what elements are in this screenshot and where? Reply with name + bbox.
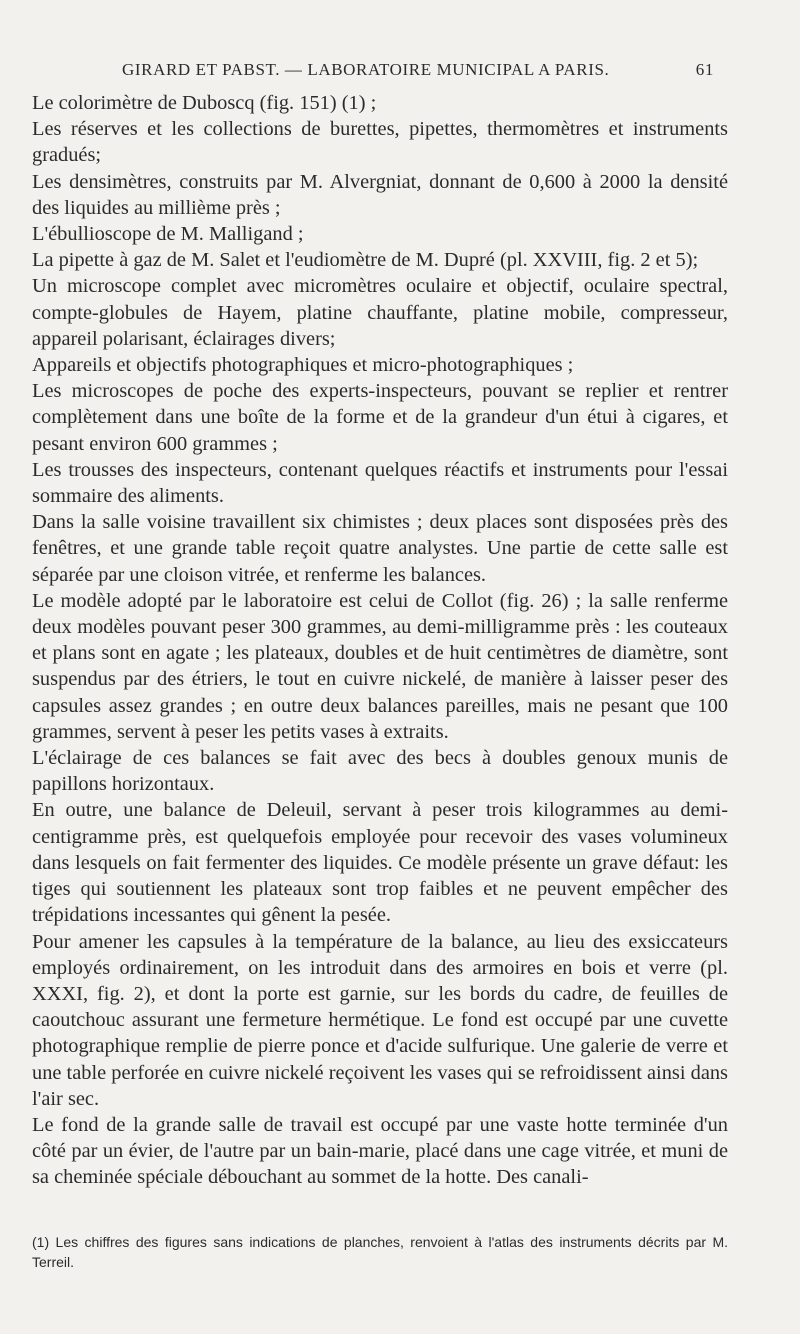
body-text — [32, 90, 728, 1191]
paragraph: Un microscope complet avec micromètres oculaire et objectif, oculaire spectral, compte-globules de Hayem, platine chauffante, platine mobile, compresseur, appareil polarisant, éclairages divers; — [32, 275, 728, 350]
paragraph: En outre, une balance de Deleuil, servant à peser trois kilogrammes au demi-centigramme près, est quelquefois employée pour recevoir des vases volumineux dans lesquels on fait fermenter des liquides. Ce modèle présente un grave défaut: les tiges qui soutiennent les plateaux sont trop faibles et ne peuvent empêcher des trépidations incessantes qui gênent la pesée. — [32, 799, 728, 927]
footnote — [32, 1232, 728, 1272]
paragraph: L'éclairage de ces balances se fait avec des becs à doubles genoux munis de papillons horizontaux. — [32, 747, 728, 796]
paragraph: Les réserves et les collections de burettes, pipettes, thermomètres et instruments gradués; — [32, 118, 728, 167]
paragraph: Le modèle adopté par le laboratoire est celui de Collot (fig. 26) ; la salle renferme deux modèles pouvant peser 300 grammes, au demi-milligramme près : les couteaux et plans sont en agate ; les plateaux, doubles et de huit centimètres de diamètre, sont suspendus par des étriers, le tout en cuivre nickelé, de manière à laisser peser des capsules assez grandes ; en outre deux balances pareilles, mais ne pesant que 100 grammes, servent à peser les petits vases à extraits. — [32, 589, 728, 743]
paragraph: Les trousses des inspecteurs, contenant quelques réactifs et instruments pour l'essai sommaire des aliments. — [32, 458, 728, 508]
paragraph: Pour amener les capsules à la température de la balance, au lieu des exsiccateurs employés ordinairement, on les introduit dans des armoires en bois et verre (pl. XXXI, fig. 2), et dont la porte est garnie, sur les bords du cadre, de feuilles de caoutchouc assurant une fermeture hermétique. Le fond est occupé par une cuvette photographique remplie de pierre ponce et d'acide sulfurique. Une galerie de verre et une table perforée en cuivre nickelé reçoivent les vases qui se refroidissent ainsi dans l'air sec. — [32, 930, 728, 1110]
paragraph: L'ébullioscope de M. Malligand ; — [32, 223, 304, 246]
paragraph: Le colorimètre de Duboscq (fig. 151) (1) ; — [32, 92, 377, 114]
paragraph: La pipette à gaz de M. Salet et l'eudiomètre de M. Dupré (pl. XXVIII, fig. 2 et 5); — [32, 249, 699, 272]
paragraph: Dans la salle voisine travaillent six chimistes ; deux places sont disposées près des fenêtres, et une grande table reçoit quatre analystes. Une partie de cette salle est séparée par une cloison vitrée, et renferme les balances. — [32, 511, 728, 586]
page-number: 61 — [695, 60, 714, 79]
footnote-text: (1) Les chiffres des figures sans indications de planches, renvoient à l'atlas des instruments décrits par M. Terreil. — [32, 1234, 728, 1270]
paragraph: Les densimètres, construits par M. Alvergniat, donnant de 0,600 à 2000 la densité des liquides au millième près ; — [32, 170, 728, 219]
running-title: GIRARD ET PABST. — LABORATOIRE MUNICIPAL A PARIS. — [122, 60, 610, 79]
running-header — [32, 60, 714, 86]
paragraph: Le fond de la grande salle de travail est occupé par une vaste hotte terminée d'un côté par un évier, de l'autre par un bain-marie, placé dans une cage vitrée, et muni de sa cheminée spéciale débouchant au sommet de la hotte. Des canali- — [32, 1113, 728, 1189]
paragraph: Les microscopes de poche des experts-inspecteurs, pouvant se replier et rentrer complètement dans une boîte de la forme et de la grandeur d'un étui à cigares, et pesant environ 600 grammes ; — [32, 380, 728, 455]
paragraph: Appareils et objectifs photographiques et micro-photographiques ; — [32, 354, 574, 377]
